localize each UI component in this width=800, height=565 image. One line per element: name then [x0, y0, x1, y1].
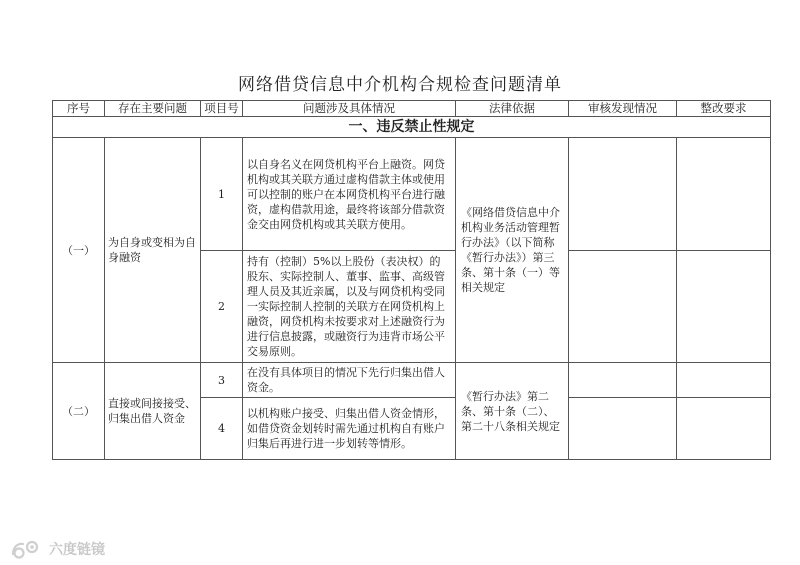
group-issue: 为自身或变相为自身融资 [105, 138, 201, 363]
item-detail: 在没有具体项目的情况下先行归集出借人资金。 [243, 363, 456, 398]
section-title: 一、违反禁止性规定 [53, 117, 771, 138]
law-basis: 《网络借贷信息中介机构业务活动管理暂行办法》（以下简称《暂行办法》）第三条、第十条（一）等相关规定 [456, 138, 569, 363]
header-item-no: 项目号 [201, 101, 243, 117]
table-row [53, 138, 771, 251]
rectification-cell [677, 398, 771, 460]
six-degrees-logo-icon [10, 539, 44, 559]
finding-cell [569, 363, 677, 398]
header-detail: 问题涉及具体情况 [243, 101, 456, 117]
header-finding: 审核发现情况 [569, 101, 677, 117]
rectification-cell [677, 363, 771, 398]
header-law: 法律依据 [456, 101, 569, 117]
group-issue: 直接或间接接受、归集出借人资金 [105, 363, 201, 460]
header-rectification: 整改要求 [677, 101, 771, 117]
watermark [10, 538, 105, 560]
item-detail: 以机构账户接受、归集出借人资金情形，如借贷资金划转时需先通过机构自有账户归集后再进行进一步划转等情形。 [243, 398, 456, 460]
checklist-table [52, 100, 771, 460]
table-row [53, 363, 771, 398]
rectification-cell [677, 251, 771, 363]
watermark-text: 六度链镜 [49, 542, 105, 558]
section-row [53, 117, 771, 138]
header-no: 序号 [53, 101, 105, 117]
rectification-cell [677, 138, 771, 251]
group-no: （一） [53, 138, 105, 363]
header-issue: 存在主要问题 [105, 101, 201, 117]
item-no: 3 [201, 363, 243, 398]
checklist-table-container [52, 100, 770, 450]
finding-cell [569, 398, 677, 460]
item-no: 4 [201, 398, 243, 460]
item-no: 2 [201, 251, 243, 363]
item-detail: 以自身名义在网贷机构平台上融资。网贷机构或其关联方通过虚构借款主体或使用可以控制的账户在本网贷机构平台进行融资，虚构借款用途，最终将该部分借款资金交由网贷机构或其关联方使用。 [243, 138, 456, 251]
header-row [53, 101, 771, 117]
item-detail: 持有（控制）5%以上股份（表决权）的股东、实际控制人、董事、监事、高级管理人员及其近亲属，以及与网贷机构受同一实际控制人控制的关联方在网贷机构上融资，网贷机构未按要求对上述融资行为进行信息披露，或融资行为违背市场公平交易原则。 [243, 251, 456, 363]
finding-cell [569, 138, 677, 251]
item-no: 1 [201, 138, 243, 251]
group-no: （二） [53, 363, 105, 460]
document-title: 网络借贷信息中介机构合规检查问题清单 [238, 75, 562, 95]
finding-cell [569, 251, 677, 363]
law-basis: 《暂行办法》第二条、第十条（二）、第二十八条相关规定 [456, 363, 569, 460]
